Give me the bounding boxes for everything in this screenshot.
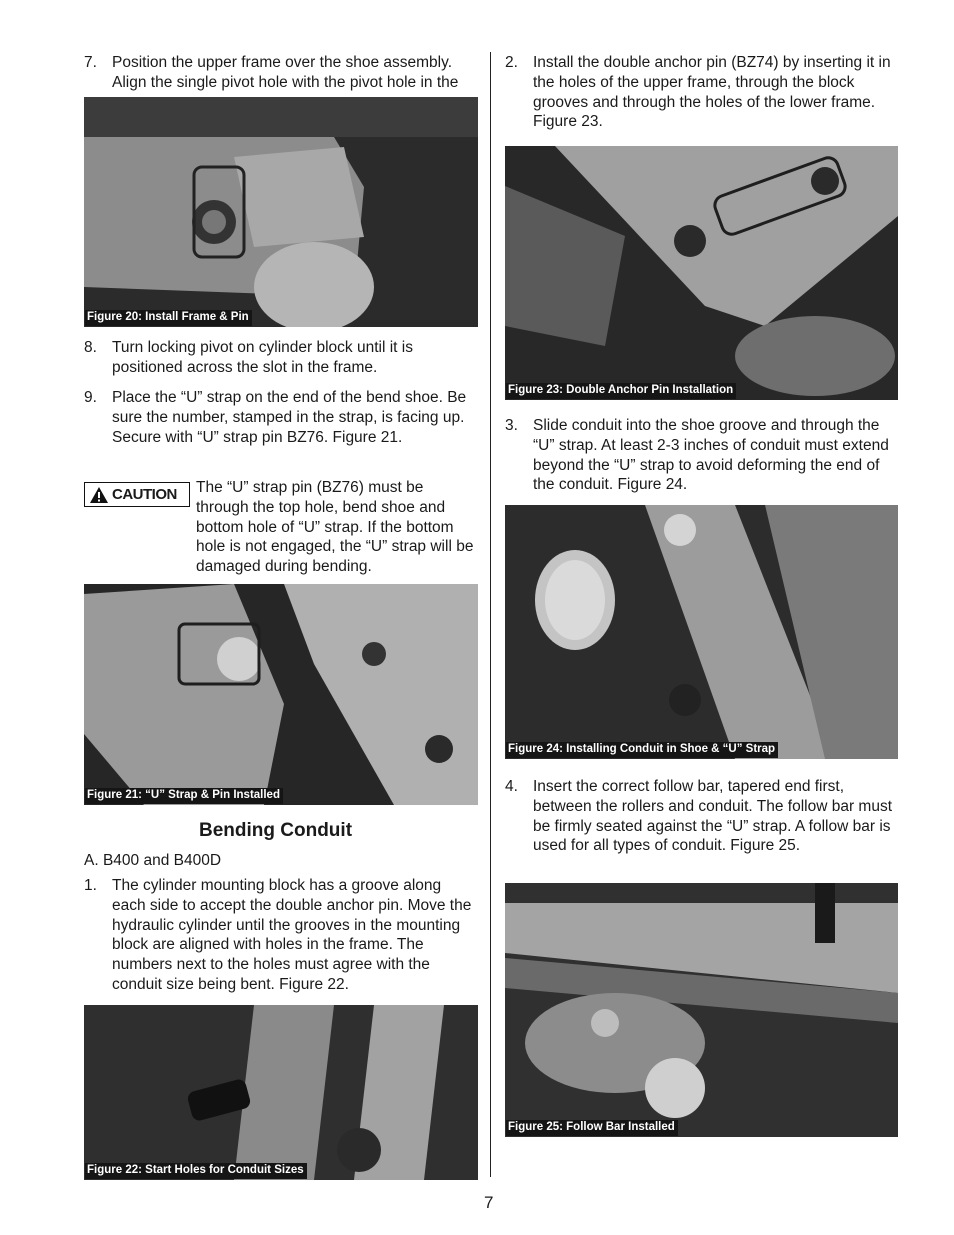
figure-25-caption: Figure 25: Follow Bar Installed (506, 1120, 678, 1136)
step-9 (84, 388, 478, 447)
figure-22-photo (84, 1005, 478, 1180)
step-text: Install the double anchor pin (BZ74) by inserting it in the holes of the upper frame, through the block grooves and through the holes of the lower frame. Figure 23. (533, 54, 891, 131)
step-text: Place the “U” strap on the end of the bend shoe. Be sure the number, stamped in the strap, is facing up. Secure with “U” strap pin BZ76. Figure 21. (112, 389, 467, 446)
step-text: Position the upper frame over the shoe assembly. Align the single pivot hole with the pivot hole in the (112, 54, 459, 91)
figure-23-photo (505, 146, 898, 400)
caution-text: The “U” strap pin (BZ76) must be through the top hole, bend shoe and bottom hole of “U” strap. If the bottom hole is not engaged, the “U” strap will be damaged during bending. (196, 479, 474, 576)
step-7 (84, 53, 478, 93)
step-number: 9. (84, 389, 97, 406)
figure-25-photo (505, 883, 898, 1137)
step-text: Slide conduit into the shoe groove and through the “U” strap. At least 2-3 inches of conduit must extend beyond the “U” strap to avoid deforming the end of the conduit. Figure 24. (533, 417, 889, 494)
figure-21-photo (84, 584, 478, 805)
caution-label: CAUTION (112, 486, 177, 503)
column-divider (490, 52, 491, 1177)
step-number: 3. (505, 417, 518, 434)
step-2 (505, 53, 899, 132)
step-text: The cylinder mounting block has a groove along each side to accept the double anchor pin. Move the hydraulic cylinder until the grooves in the mounting block are aligned with holes in the frame. The numbers next to the holes must agree with the conduit size being bent. Figure 22. (112, 877, 472, 993)
step-1 (84, 876, 478, 995)
step-number: 2. (505, 54, 518, 71)
caution-badge (84, 482, 190, 507)
step-text: Turn locking pivot on cylinder block until it is positioned across the slot in the frame. (112, 339, 413, 376)
figure-20-caption: Figure 20: Install Frame & Pin (85, 310, 252, 326)
figure-23-caption: Figure 23: Double Anchor Pin Installation (506, 383, 736, 399)
step-3 (505, 416, 899, 495)
figure-21-caption: Figure 21: “U” Strap & Pin Installed (85, 788, 283, 804)
step-number: 7. (84, 54, 97, 71)
step-4 (505, 777, 899, 856)
step-number: 8. (84, 339, 97, 356)
step-number: 1. (84, 877, 97, 894)
subheading: A. B400 and B400D (84, 852, 222, 869)
page-number: 7 (484, 1193, 494, 1212)
section-heading: Bending Conduit (199, 820, 353, 841)
figure-22-caption: Figure 22: Start Holes for Conduit Sizes (85, 1163, 307, 1179)
step-number: 4. (505, 778, 518, 795)
step-8 (84, 338, 478, 378)
figure-24-caption: Figure 24: Installing Conduit in Shoe & “U” Strap (506, 742, 778, 758)
figure-24-photo (505, 505, 898, 759)
warning-triangle-icon (89, 486, 109, 504)
figure-20-photo (84, 97, 478, 327)
step-text: Insert the correct follow bar, tapered end first, between the rollers and conduit. The follow bar must be firmly seated against the “U” strap. A follow bar is used for all types of conduit. Figure 25. (533, 778, 892, 855)
